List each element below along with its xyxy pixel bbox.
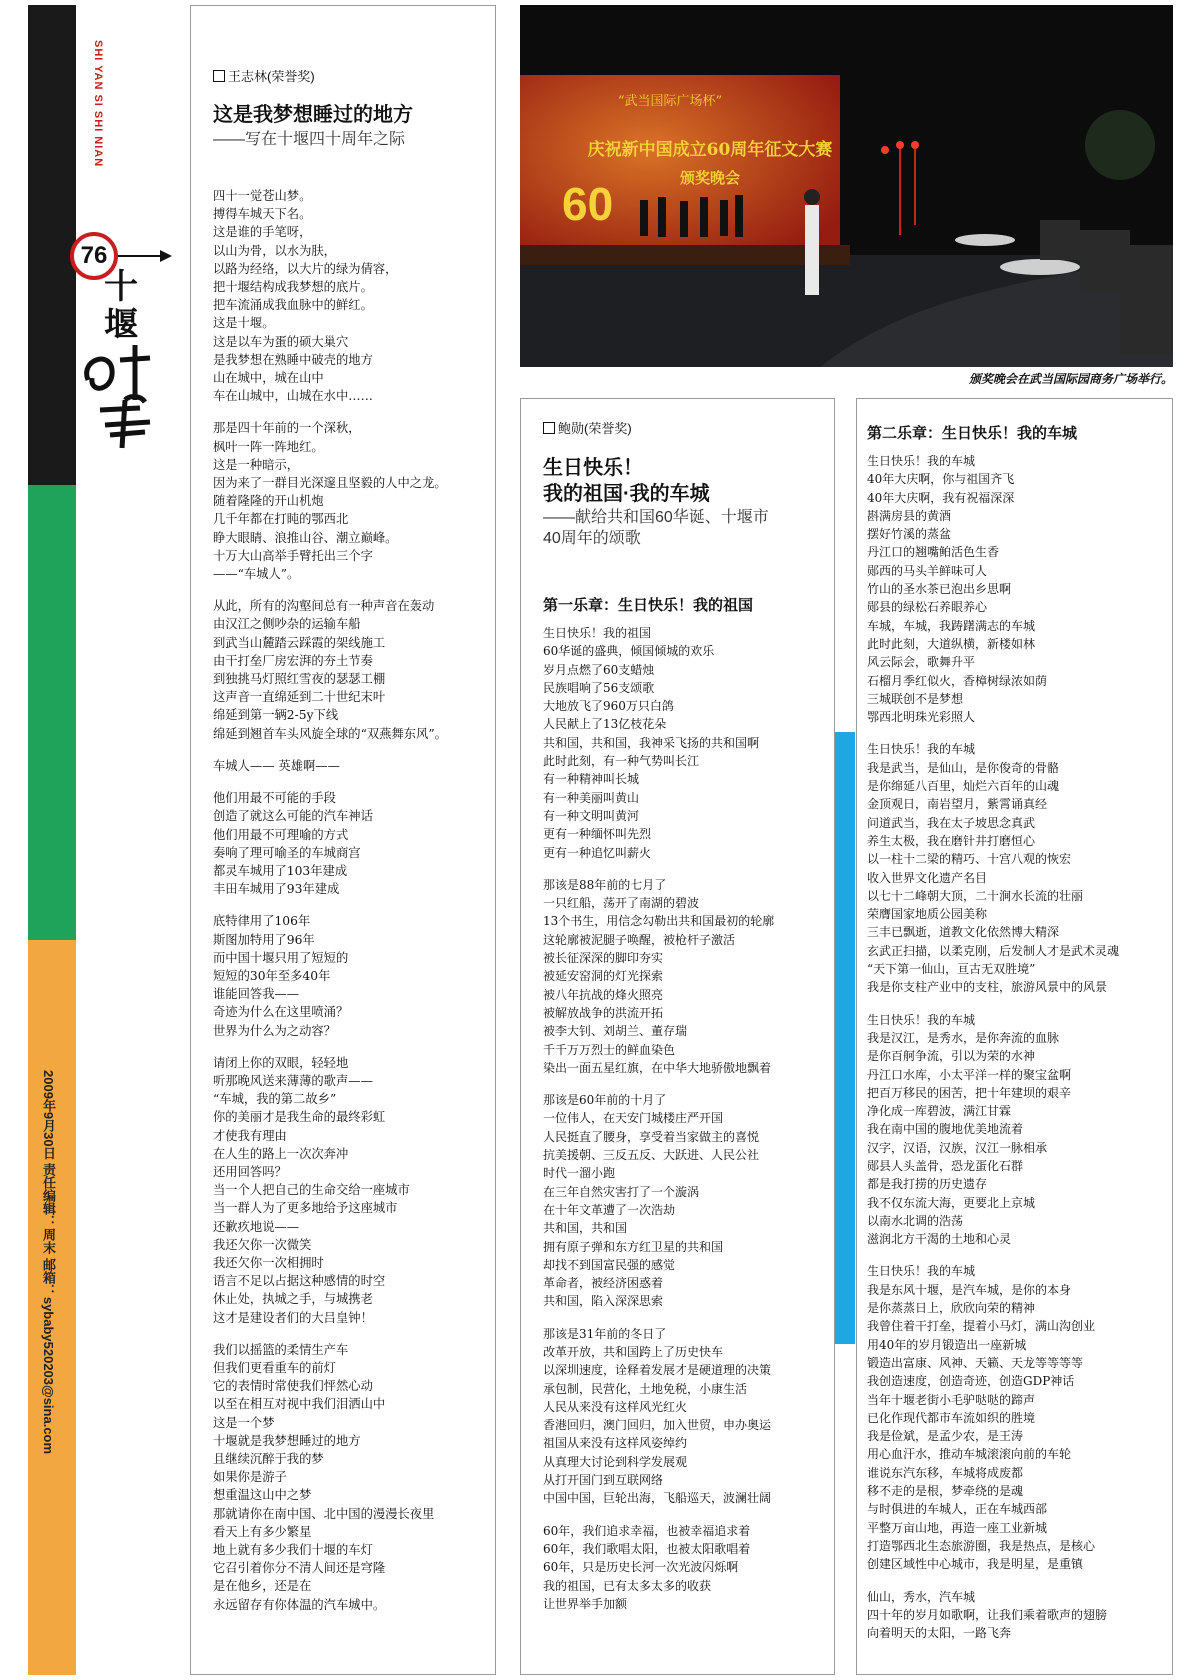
poem-line: 地上就有多少我们十堰的车灯: [213, 1543, 373, 1558]
poem-line: 看天上有多少繁星: [213, 1524, 312, 1539]
poem-line: 被八年抗战的烽火照亮: [543, 987, 664, 1002]
poem-line: 祖国从来没有这样风姿绰约: [543, 1436, 688, 1451]
square-icon: [543, 422, 555, 434]
poem-line: 已化作现代都市车流如织的胜境: [867, 1410, 1036, 1425]
poem-line: 当一群人为了更多地给予这座城市: [213, 1201, 398, 1216]
poem-line: 我是东风十堰，是汽车城，是你的本身: [867, 1282, 1072, 1297]
stanza: [543, 624, 833, 862]
poem-line: 生日快乐！我的祖国: [543, 626, 652, 640]
article1-title: 这是我梦想睡过的地方: [213, 104, 413, 126]
poem-line: 都是我打捞的历史遗存: [867, 1177, 988, 1192]
stanza: [213, 419, 493, 583]
poem-line: 生日快乐！我的车城: [867, 1264, 976, 1279]
article1-poem: [213, 187, 493, 1628]
poem-line: 如果你是游子: [213, 1470, 287, 1485]
poem-line: 那就请你在南中国、北中国的漫漫长夜里: [213, 1506, 435, 1521]
poem-line: 由干打垒厂房宏湃的夯土节奏: [213, 653, 373, 668]
poem-line: 他们用最不可能的手段: [213, 791, 336, 806]
poem-line: 让世界举手加额: [543, 1596, 628, 1611]
poem-line: 那是四十年前的一个深秋，: [213, 421, 361, 436]
poem-line: 语言不足以占据这种感情的时空: [213, 1274, 386, 1289]
poem-line: 与时俱进的车城人，正在车城西部: [867, 1502, 1048, 1517]
poem-line: 是你绵延八百里，灿烂六百年的山魂: [867, 779, 1060, 794]
poem-line: 丹江口水库，小太平洋一样的聚宝盆啊: [867, 1067, 1072, 1082]
poem-line: 在人生的路上一次次奔冲: [213, 1146, 349, 1161]
poem-line: 你的美丽才是我生命的最终彩虹: [213, 1110, 386, 1125]
poem-line: 金顶观日，南岩望月，紫霄诵真经: [867, 797, 1048, 812]
poem-line: 13个书生，用信念勾勒出共和国最初的轮廓: [543, 914, 775, 929]
poem-line: 它召引着你分不清人间还是穹隆: [213, 1561, 386, 1576]
poem-line: 以一柱十二梁的精巧、十宫八观的恢宏: [867, 852, 1072, 867]
poem-line: 摆好竹溪的蒸盆: [867, 527, 952, 542]
poem-line: 更有一种追忆叫薪火: [543, 845, 652, 860]
poem-line: 车城人—— 英雄啊——: [213, 758, 340, 773]
poem-line: 在三年自然灾害打了一个漩涡: [543, 1184, 700, 1199]
poem-line: 共和国，陷入深深思索: [543, 1294, 664, 1309]
poem-line: 问道武当，我在太子坡思念真武: [867, 815, 1036, 830]
poem-line: 40年大庆啊，你与祖国齐飞: [867, 472, 1015, 487]
poem-line: 几千年都在打盹的鄂西北: [213, 512, 349, 527]
poem-line: 但我们更看重车的前灯: [213, 1360, 336, 1375]
poem-line: 玄武正扫描，以柔克刚，后发制人才是武术灵魂: [867, 943, 1120, 958]
poem-line: 拥有原子弹和东方红卫星的共和国: [543, 1239, 724, 1254]
poem-line: 养生太极，我在磨针井打磨恒心: [867, 833, 1036, 848]
article1-author-line: [213, 66, 315, 85]
poem-line: 此时此刻，有一种气势叫长江: [543, 754, 700, 769]
side-strip-black: [28, 5, 76, 485]
poem-line: 却找不到国富民强的感觉: [543, 1257, 676, 1272]
poem-line: 有一种美丽叫黄山: [543, 790, 640, 805]
poem-line: 承包制，民营化，土地免税，小康生活: [543, 1381, 748, 1396]
square-icon: [213, 70, 225, 82]
poem-line: 到武当山麓踏云踩霞的架线施工: [213, 635, 386, 650]
poem-line: 在十年文革遭了一次浩劫: [543, 1202, 676, 1217]
poem-line: 生日快乐！我的车城: [867, 1012, 976, 1027]
article2-poem-part2: [867, 452, 1167, 1656]
stanza: [213, 789, 493, 898]
poem-line: 改革开放，共和国跨上了历史快车: [543, 1344, 724, 1359]
stanza: [213, 912, 493, 1039]
poem-line: 这是一种暗示，: [213, 457, 300, 472]
poem-line: 谁说东汽东移，车城将成废都: [867, 1465, 1024, 1480]
poem-line: 生日快乐！我的车城: [867, 742, 976, 757]
poem-line: 这是谁的手笔呀，: [213, 225, 312, 240]
poem-line: 听那晚风送来薄薄的歌声——: [213, 1073, 373, 1088]
poem-line: 被解放战争的洪流开拓: [543, 1005, 664, 1020]
poem-line: 以深圳速度，诠释着发展才是硬道理的决策: [543, 1363, 772, 1378]
poem-line: 以至在相互对视中我们泪洒山中: [213, 1397, 386, 1412]
poem-line: 十堰就是我梦想睡过的地方: [213, 1433, 361, 1448]
poem-line: 被延安窑洞的灯光探索: [543, 969, 664, 984]
poem-line: 底特律用了106年: [213, 914, 311, 929]
poem-line: 荣膺国家地质公园美称: [867, 907, 988, 922]
poem-line: 那该是88年前的七月了: [543, 877, 667, 892]
poem-line: 石榴月季红似火，香樟树绿浓如荫: [867, 673, 1048, 688]
article2-subtitle-2: 40周年的颂歌: [543, 530, 641, 547]
poem-line: 十万大山高举手臂托出三个字: [213, 548, 373, 563]
poem-line: 绵延到翘首车头风旋全球的“双燕舞东风”。: [213, 726, 447, 741]
stanza: [867, 452, 1167, 726]
poem-line: 风云际会，歌舞升平: [867, 655, 976, 670]
poem-line: 短短的30年至多40年: [213, 968, 331, 983]
poem-line: 睁大眼睛、浪推山谷、潮立巅峰。: [213, 530, 398, 545]
poem-line: 汉字，汉语，汉族，汉江一脉相承: [867, 1140, 1048, 1155]
poem-line: 山在城中，城在山中: [213, 371, 324, 386]
poem-line: 把车流涌成我血脉中的鲜红。: [213, 298, 373, 313]
poem-line: 车在山城中，山城在水中……: [213, 389, 373, 404]
page-number: 76: [70, 232, 118, 280]
page-number-line: [118, 255, 164, 257]
poem-line: 四十年的岁月如歌啊，让我们乘着歌声的翅膀: [867, 1607, 1108, 1622]
poem-line: 共和国，共和国，我神采飞扬的共和国啊: [543, 735, 760, 750]
poem-line: 40年大庆啊，我有祝福深深: [867, 490, 1015, 505]
poem-line: 枫叶一阵一阵地红。: [213, 439, 324, 454]
poem-line: “车城，我的第二故乡”: [213, 1092, 337, 1107]
article2-author: 鲍勋(荣誉奖): [558, 421, 632, 436]
poem-line: 是你百舸争流，引以为荣的水神: [867, 1049, 1036, 1064]
stanza: [543, 1522, 833, 1613]
poem-line: 这才是建设者们的大吕皇钟！: [213, 1310, 373, 1325]
poem-line: 我是俭斌，是孟少农，是王涛: [867, 1429, 1024, 1444]
poem-line: 创建区域性中心城市，我是明星，是重镇: [867, 1557, 1084, 1572]
poem-line: 那该是60年前的十月了: [543, 1093, 667, 1108]
poem-line: 打造鄂西北生态旅游圈，我是热点，是核心: [867, 1538, 1096, 1553]
poem-line: 60年，我们追求幸福，也被幸福追求着: [543, 1523, 751, 1538]
poem-line: 当年十堰老街小毛驴哒哒的蹄声: [867, 1392, 1036, 1407]
stanza: [213, 757, 493, 775]
poem-line: 人民献上了13亿枝花朵: [543, 717, 667, 732]
poem-line: 才使我有理由: [213, 1128, 287, 1143]
poem-line: 斟满房县的黄酒: [867, 508, 952, 523]
poem-line: ——“车城人”。: [213, 567, 300, 582]
footer-editor-info: 2009年9月30日 责任编辑：周末 邮箱：sybaby520203@sina.com: [41, 1070, 56, 1455]
poem-line: 且继续沉醉于我的梦: [213, 1452, 324, 1466]
poem-line: “天下第一仙山，亘古无双胜境”: [867, 962, 1036, 977]
poem-line: 是我梦想在熟睡中破壳的地方: [213, 352, 373, 367]
poem-line: 它的表情时常使我们怦然心动: [213, 1379, 373, 1394]
stanza: [543, 1325, 833, 1508]
poem-line: 染出一面五星红旗，在中华大地骄傲地飘着: [543, 1060, 772, 1075]
poem-line: 有一种精神叫长城: [543, 772, 640, 787]
poem-line: 人民从来没有这样风光红火: [543, 1399, 688, 1414]
poem-line: 三城联创不是梦想: [867, 691, 964, 706]
stanza: [213, 1054, 493, 1327]
poem-line: 从真理大讨论到科学发展观: [543, 1454, 688, 1469]
poem-line: 以山为骨，以水为肤，: [213, 243, 336, 258]
poem-line: 这是一个梦: [213, 1415, 275, 1430]
poem-line: 革命者，被经济困惑着: [543, 1276, 664, 1291]
article2-poem-part1: [543, 624, 833, 1627]
poem-line: 奏响了理可喻圣的车城商宫: [213, 845, 361, 860]
poem-line: 用40年的岁月锻造出一座新城: [867, 1337, 1027, 1352]
poem-line: 丰田车城用了93年建成: [213, 882, 340, 897]
poem-line: 我是你支柱产业中的支柱，旅游风景中的风景: [867, 980, 1108, 995]
poem-line: 四十一觉苍山梦。: [213, 189, 312, 203]
poem-line: 绵延到第一辆2-5y下线: [213, 708, 339, 723]
banner-line-2: 庆祝新中国成立60周年征文大赛: [587, 140, 833, 160]
poem-line: 人民挺直了腰身，享受着当家做主的喜悦: [543, 1129, 760, 1144]
poem-line: 是在他乡，还是在: [213, 1579, 312, 1594]
poem-line: 创造了就这么可能的汽车神话: [213, 809, 373, 824]
poem-line: 车城，车城，我踌躇满志的车城: [867, 618, 1036, 633]
banner-number: 60: [562, 178, 614, 230]
poem-line: 有一种文明叫黄河: [543, 808, 640, 823]
poem-line: 净化成一库碧波，满江甘霖: [867, 1104, 1012, 1119]
stanza: [543, 1091, 833, 1311]
poem-line: 中国中国，巨轮出海，飞船巡天，波澜壮阔: [543, 1491, 772, 1506]
side-strip-green: [28, 485, 76, 940]
poem-line: 我创造速度，创造奇迹，创造GDP神话: [867, 1374, 1075, 1389]
poem-line: 把十堰结构成我梦想的底片。: [213, 280, 373, 295]
stanza: [213, 187, 493, 405]
poem-line: 是你蒸蒸日上，欣欣向荣的精神: [867, 1301, 1036, 1316]
chapter-2-heading: 第二乐章：生日快乐！我的车城: [867, 425, 1078, 442]
masthead-pinyin: SHI YAN SI SHI NIAN: [92, 40, 104, 168]
poem-line: 而中国十堰只用了短短的: [213, 950, 349, 965]
poem-line: 一只红船，荡开了南湖的碧波: [543, 896, 700, 911]
poem-line: 世界为什么为之动容？: [213, 1023, 336, 1038]
poem-line: 这轮廓被泥腿子唤醒，被枪杆子激活: [543, 932, 736, 947]
article2-title-1: 生日快乐！: [543, 457, 643, 479]
poem-line: 共和国，共和国: [543, 1221, 628, 1236]
poem-line: 郧县人头盖骨，恐龙蛋化石群: [867, 1158, 1024, 1173]
poem-line: 我在南中国的腹地优美地流着: [867, 1122, 1024, 1137]
stanza: [867, 1262, 1167, 1573]
poem-line: 此时此刻，大道纵横，新楼如林: [867, 636, 1036, 651]
poem-line: 以路为经络，以大片的绿为倩容，: [213, 261, 398, 276]
poem-line: 移不走的是根，梦牵绕的是魂: [867, 1484, 1024, 1499]
poem-line: 竹山的圣水茶已泡出乡思啊: [867, 582, 1012, 597]
poem-line: 由汉江之侧吵杂的运输车船: [213, 617, 361, 632]
article2-title-2: 我的祖国·我的车城: [543, 483, 710, 505]
poem-line: 一位伟人，在天安门城楼庄严开国: [543, 1111, 724, 1126]
award-ceremony-photo: [520, 5, 1173, 367]
poem-line: 丹江口的翘嘴鲌活色生香: [867, 545, 1000, 560]
stanza: [867, 1588, 1167, 1643]
poem-line: 我是武当，是仙山，是你俊奇的骨骼: [867, 760, 1060, 775]
stanza: [867, 740, 1167, 996]
poem-line: 那该是31年前的冬日了: [543, 1326, 667, 1341]
poem-line: 这是以车为蛋的硕大巢穴: [213, 334, 349, 349]
poem-line: 从此，所有的沟壑间总有一种声音在轰动: [213, 599, 435, 614]
poem-line: 这声音一直绵延到二十世纪末叶: [213, 690, 386, 705]
arrow-icon: [160, 250, 172, 262]
poem-line: 因为来了一群目光深邃且坚毅的人中之龙。: [213, 476, 447, 491]
banner-line-1: “武当国际广场杯”: [617, 94, 723, 109]
poem-line: 时代一溜小跑: [543, 1166, 616, 1181]
chapter-1-heading: 第一乐章：生日快乐！我的祖国: [543, 597, 754, 614]
poem-line: 香港回归，澳门回归，加入世贸，申办奥运: [543, 1418, 772, 1433]
poem-line: 我不仅东流大海，更要北上京城: [867, 1195, 1036, 1210]
poem-line: 以七十二峰朝大顶，二十涧水长流的壮丽: [867, 888, 1084, 903]
stanza: [213, 1341, 493, 1614]
article1-author: 王志林(荣誉奖): [228, 69, 315, 84]
poem-line: 民族唱响了56支颂歌: [543, 680, 655, 695]
poem-line: 仙山，秀水，汽车城: [867, 1589, 976, 1604]
poem-line: 三丰已飘逝，道教文化依然博大精深: [867, 925, 1060, 940]
poem-line: 郧县的绿松石养眼养心: [867, 600, 988, 615]
stanza: [543, 876, 833, 1077]
poem-line: 更有一种缅怀叫先烈: [543, 827, 652, 842]
banner-line-3: 颁奖晚会: [679, 169, 741, 187]
poem-line: 滋润北方干渴的土地和心灵: [867, 1232, 1012, 1247]
calligraphy-logo-icon: [80, 340, 170, 450]
photo-caption: 颁奖晚会在武当国际园商务广场举行。: [968, 372, 1173, 386]
article2-subtitle-1: ——献给共和国60华诞、十堰市: [543, 509, 769, 526]
poem-line: 搏得车城天下名。: [213, 207, 312, 222]
poem-line: 从打开国门到互联网络: [543, 1473, 664, 1488]
poem-line: 收入世界文化遗产名目: [867, 870, 988, 885]
poem-line: 我的祖国，已有太多太多的收获: [543, 1578, 712, 1593]
poem-line: 这是十堰。: [213, 316, 275, 331]
poem-line: 永远留存有你体温的汽车城中。: [213, 1597, 386, 1612]
poem-line: 60年，只是历史长河一次光波闪烁啊: [543, 1560, 739, 1575]
poem-line: 想重温这山中之梦: [213, 1488, 312, 1503]
poem-line: 生日快乐！我的车城: [867, 454, 976, 468]
poem-line: 把百万移民的困苦，把十年建坝的艰辛: [867, 1085, 1072, 1100]
poem-line: 我还欠你一次微笑: [213, 1237, 312, 1252]
poem-line: 鄂西北明珠光彩照人: [867, 710, 976, 725]
poem-line: 向着明天的太阳，一路飞奔: [867, 1626, 1012, 1641]
poem-line: 60华诞的盛典，倾国倾城的欢乐: [543, 644, 715, 659]
poem-line: 随着隆隆的开山机炮: [213, 494, 324, 509]
poem-line: 谁能回答我——: [213, 987, 300, 1002]
poem-line: 锻造出富康、风神、天籁、天龙等等等等: [867, 1355, 1084, 1370]
poem-line: 都灵车城用了103年建成: [213, 863, 348, 878]
poem-line: 我还欠你一次相拥时: [213, 1255, 324, 1270]
poem-line: 抗美援朝、三反五反、大跃进、人民公社: [543, 1148, 760, 1163]
stanza: [867, 1011, 1167, 1249]
poem-line: 我曾住着干打垒，提着小马灯，满山沟创业: [867, 1319, 1096, 1334]
poem-line: 我们以摇篮的柔情生产车: [213, 1342, 349, 1357]
poem-line: 千千万万烈士的鲜血染色: [543, 1042, 676, 1057]
poem-line: 我是汉江，是秀水，是你奔流的血脉: [867, 1030, 1060, 1045]
poem-line: 斯图加特用了96年: [213, 932, 315, 947]
poem-line: 平整万亩山地，再造一座工业新城: [867, 1520, 1048, 1535]
poem-line: 还用回答吗？: [213, 1164, 287, 1179]
poem-line: 他们用最不可理喻的方式: [213, 827, 349, 842]
stanza: [213, 597, 493, 743]
poem-line: 用心血汗水，推动车城滚滚向前的车轮: [867, 1447, 1072, 1462]
poem-line: 大地放飞了960万只白鸽: [543, 699, 674, 714]
article2-author-line: [543, 418, 632, 437]
poem-line: 被长征深深的脚印夯实: [543, 951, 664, 966]
poem-line: 奇迹为什么在这里喷涌？: [213, 1005, 349, 1020]
blue-accent-bar: [835, 732, 855, 1344]
article1-subtitle: ——写在十堰四十周年之际: [213, 131, 406, 148]
poem-line: 请闭上你的双眼，轻轻地: [213, 1055, 349, 1070]
poem-line: 60年，我们歌唱太阳，也被太阳歌唱着: [543, 1541, 751, 1556]
poem-line: 以南水北调的浩荡: [867, 1213, 964, 1228]
poem-line: 被李大钊、刘胡兰、董存瑞: [543, 1024, 688, 1039]
poem-line: 到独挑马灯照红雪夜的瑟瑟工棚: [213, 672, 386, 687]
poem-line: 岁月点燃了60支蜡烛: [543, 662, 655, 677]
poem-line: 当一个人把自己的生命交给一座城市: [213, 1183, 410, 1198]
poem-line: 郧西的马头羊鲜味可人: [867, 563, 988, 578]
poem-line: 休止处，执城之手，与城携老: [213, 1292, 373, 1307]
poem-line: 还歉疚地说——: [213, 1219, 300, 1234]
column-name: 十堰: [104, 267, 138, 345]
